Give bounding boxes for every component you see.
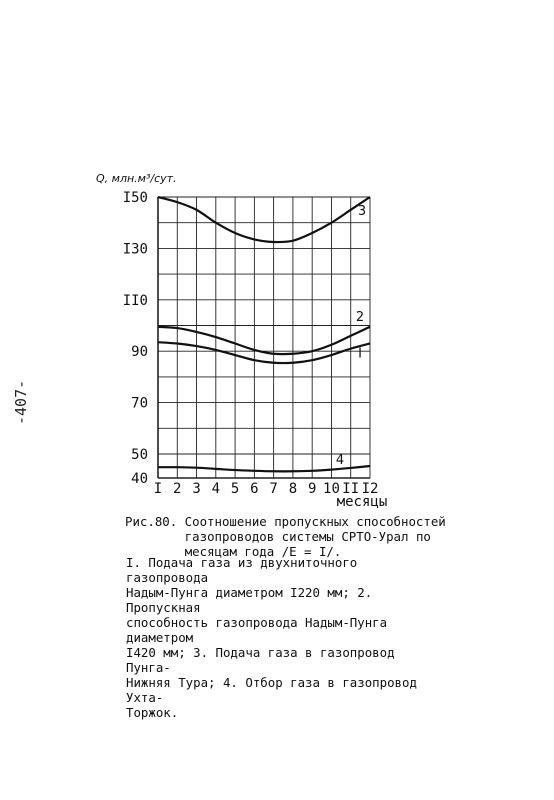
x-tick-label: 9 xyxy=(307,481,317,497)
y-tick-label: I50 xyxy=(122,190,148,206)
x-tick-label: 5 xyxy=(230,481,240,497)
x-tick-label: I xyxy=(153,481,163,497)
page-number: -407- xyxy=(12,379,30,425)
figure-legend-text: I. Подача газа из двухниточного газопровода Надым-Пунга диаметром I220 мм; 2. Пропускная способность газопровода Надым-Пунга диаметром I420 мм; 3. Подача газа в газопровод Пунга- Нижняя Тура; 4. Отбор газа в газопровод Ухта- Торжок. xyxy=(126,555,417,720)
y-tick-label: 40 xyxy=(131,471,148,487)
y-tick-label: I30 xyxy=(122,241,148,258)
series-label-3: 3 xyxy=(357,204,367,219)
x-tick-label: 4 xyxy=(211,481,221,497)
y-tick-label: II0 xyxy=(122,292,148,309)
series-label-2: 2 xyxy=(355,309,365,325)
x-axis-label: месяцы xyxy=(336,494,388,510)
figure-caption: Рис.80. Соотношение пропускных способностей газопроводов системы СРТО-Урал по месяцам года /Е = I/. xyxy=(125,514,446,559)
x-tick-label: II xyxy=(342,481,360,497)
x-tick-label: 10 xyxy=(323,481,340,497)
x-tick-label: 8 xyxy=(288,481,298,497)
x-tick-label: 7 xyxy=(269,481,278,497)
y-tick-label: 70 xyxy=(131,395,148,412)
x-tick-label: 3 xyxy=(192,481,201,497)
x-tick-label: I2 xyxy=(361,481,379,497)
series-line-2 xyxy=(158,327,370,354)
y-axis-label: Q, млн.м³/сут. xyxy=(96,172,177,185)
series-label-I: I xyxy=(358,346,362,362)
y-tick-label: 90 xyxy=(131,344,148,361)
series-label-4: 4 xyxy=(335,453,345,468)
series-line-3 xyxy=(158,197,370,242)
x-tick-label: 6 xyxy=(250,481,259,497)
x-tick-label: 2 xyxy=(173,481,182,497)
y-tick-label: 50 xyxy=(131,447,148,463)
